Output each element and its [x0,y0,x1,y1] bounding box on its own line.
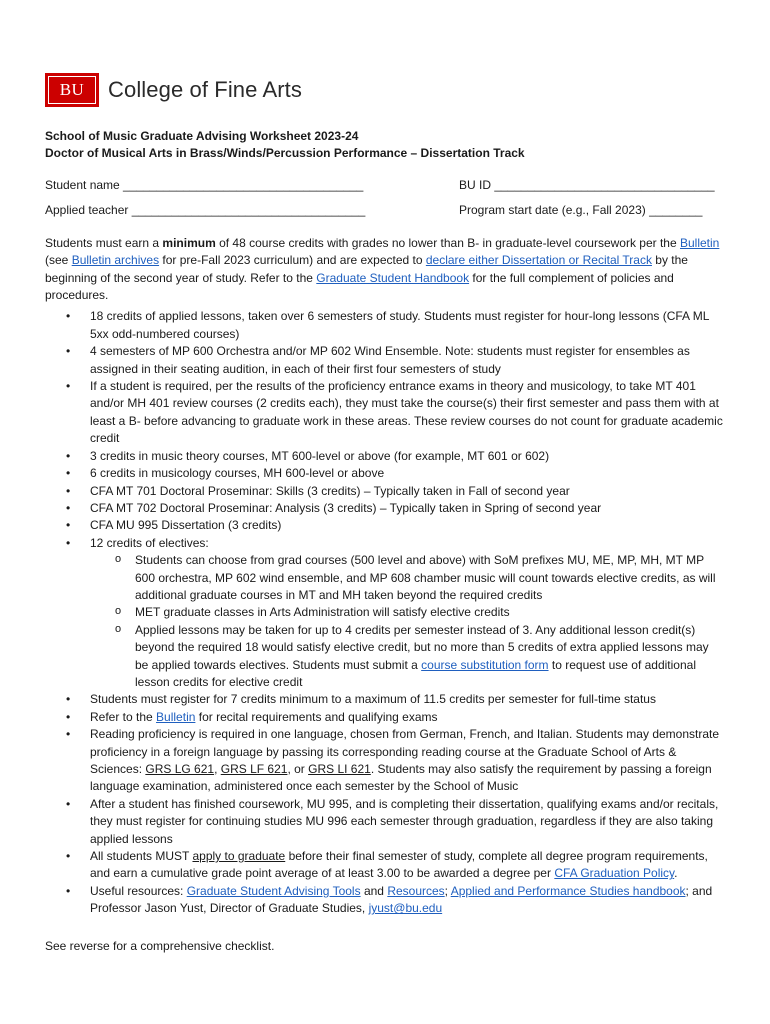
list-text: . Students may also satisfy the requirement by passing a foreign language examination, administered once each semester by the School of Music [90,762,712,794]
bu-logo-text: BU [48,76,96,104]
list-item: • After a student has finished coursework, MU 995, and is completing their dissertation, qualifying exams and/or recitals, they must register for continuing studies MU 996 each semester through graduation, regardless if they are also taking applied lessons [45,796,725,848]
list-text: . [674,866,678,881]
intro-paragraph [45,235,725,305]
program-title: Doctor of Musical Arts in Brass/Winds/Percussion Performance – Dissertation Track [45,146,525,161]
list-item [45,883,725,918]
field-row-1 [45,177,725,202]
list-item: • 4 semesters of MP 600 Orchestra and/or MP 602 Wind Ensemble. Note: students must register for ensembles as assigned in their seating audition, in each of their first four semesters of study [45,343,725,378]
footer-note: See reverse for a comprehensive checklist. [45,938,275,953]
field-row-2 [45,202,725,227]
apply-to-graduate-link[interactable]: apply to graduate [192,849,286,864]
list-text: Refer to the [90,709,157,724]
program-start-field[interactable]: Program start date (e.g., Fall 2023) ________ [459,202,703,217]
sublist-text: Applied lessons may be taken for up to 4 credits per semester instead of 3. Any additional lesson credit(s) beyond the required 18 would satisfy elective credit, but no more than 5 credits of extra applied lessons may be applied towards electives. Students must submit a [135,622,709,672]
applied-teacher-field[interactable]: Applied teacher ___________________________________ [45,202,366,217]
list-item: • 6 credits in musicology courses, MH 600-level or above [45,465,725,482]
list-item: • 18 credits of applied lessons, taken over 6 semesters of study. Students must register for hour-long lessons (CFA ML 5xx odd-numbered courses) [45,308,725,343]
student-name-field[interactable]: Student name ____________________________________ [45,177,364,192]
list-item: • Students must register for 7 credits minimum to a maximum of 11.5 credits per semester for full-time status [45,691,725,708]
intro-text: (see [45,253,72,268]
intro-text: of 48 course credits with grades no lower than B- in graduate-level coursework per the [215,235,680,250]
performance-handbook-link[interactable]: Applied and Performance Studies handbook [450,883,686,898]
list-item [45,848,725,883]
list-item: • If a student is required, per the results of the proficiency entrance exams in theory and musicology, to take MT 401 and/or MH 401 review courses (2 credits each), they must take the course(s) their first semester and pass them with at least a B- before advancing to graduate work in these areas. These review courses do not count for graduate academic credit [45,378,725,448]
course-substitution-form-link[interactable]: course substitution form [421,657,549,672]
course-grs-lf-621: GRS LF 621 [220,762,288,776]
email-link[interactable]: jyust@bu.edu [368,901,443,916]
list-text: ; and Professor Jason Yust, Director of Graduate Studies, [90,883,713,916]
course-grs-lg-621: GRS LG 621 [145,762,215,776]
list-text: , or [287,762,309,776]
sublist-item: o Students can choose from grad courses (500 level and above) with SoM prefixes MU, ME, MP, MH, MT MP 600 orchestra, MP 602 wind ensemble, and MP 608 chamber music will count towards elective credits, as will additional graduate courses in MT and MH taken beyond the required credits [90,552,725,604]
sublist-item: o MET graduate classes in Arts Administration will satisfy elective credits [90,604,725,621]
electives-sublist [90,552,725,691]
list-text: before their final semester of study, complete all degree program requirements, and earn a cumulative grade point average of at least 3.00 to be awarded a degree per [90,849,708,881]
requirements-list [45,308,725,917]
list-item: • CFA MT 702 Doctoral Proseminar: Analysis (3 credits) – Typically taken in Spring of second year [45,500,725,517]
list-item [45,726,725,796]
electives-heading: 12 credits of electives: [90,535,209,550]
bulletin-archives-link[interactable]: Bulletin archives [71,253,160,268]
bulletin-link[interactable]: Bulletin [680,235,720,250]
bu-logo-mark [45,73,99,107]
list-item: • CFA MU 995 Dissertation (3 credits) [45,517,725,534]
college-name: College of Fine Arts [108,77,302,102]
list-text: for recital requirements and qualifying exams [195,709,438,724]
list-text: All students MUST [90,849,193,864]
resources-link[interactable]: Resources [387,883,445,898]
worksheet-title: School of Music Graduate Advising Worksheet 2023-24 [45,129,359,143]
graduate-handbook-link[interactable]: Graduate Student Handbook [316,270,470,285]
course-grs-li-621: GRS LI 621 [308,762,371,776]
list-text: ; [444,883,451,898]
list-item [45,709,725,726]
bulletin-recital-link[interactable]: Bulletin [156,709,196,724]
bu-id-field[interactable]: BU ID _________________________________ [459,177,715,192]
list-text: Useful resources: [90,883,187,898]
intro-minimum-bold: minimum [162,235,216,250]
bu-cfa-logo [45,73,302,107]
list-item: • CFA MT 701 Doctoral Proseminar: Skills (3 credits) – Typically taken in Fall of second year [45,483,725,500]
intro-text: for pre-Fall 2023 curriculum) and are expected to [159,253,426,268]
advising-tools-link[interactable]: Graduate Student Advising Tools [186,883,361,898]
list-text: Reading proficiency is required in one language, chosen from German, French, and Italian. Students may demonstrate proficiency in a foreign language by passing its corresponding reading course at the Graduate School of Arts & Sciences: [90,727,720,776]
sublist-text: to request use of additional lesson credits for elective credit [135,657,696,689]
list-item: • 3 credits in music theory courses, MT 600-level or above (for example, MT 601 or 602) [45,448,725,465]
list-item-electives [45,535,725,692]
graduation-policy-link[interactable]: CFA Graduation Policy [554,866,675,881]
worksheet-content [45,128,725,955]
intro-text: for the full complement of policies and procedures. [45,270,674,303]
student-info-fields [45,177,725,227]
list-text: , [214,762,221,776]
sublist-item [90,622,725,692]
intro-text: Students must earn a [45,235,163,250]
intro-text: by the beginning of the second year of study. Refer to the [45,253,688,285]
declare-track-link[interactable]: declare either Dissertation or Recital Track [425,253,652,268]
list-text: and [360,883,388,898]
